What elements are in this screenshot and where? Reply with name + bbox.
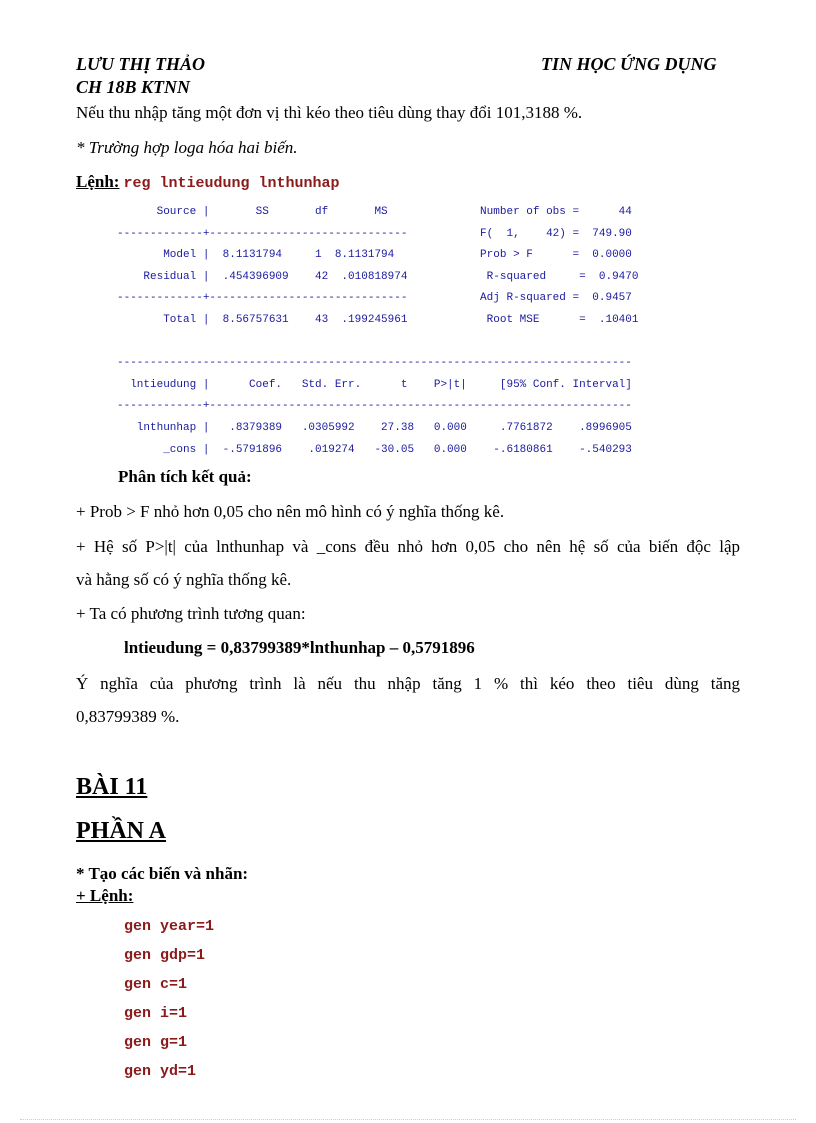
regression-equation: lntieudung = 0,83799389*lnthunhap – 0,5791896	[124, 638, 475, 657]
gen-command: gen year=1	[124, 918, 215, 935]
command-label: Lệnh:	[76, 172, 120, 191]
stata-output-line: _cons | -.5791896 .019274 -30.05 0.000 -.6180861 -.540293	[117, 443, 632, 456]
stata-output-line: Residual | .454396909 42 .010818974 R-squared = 0.9470	[117, 270, 639, 283]
stata-output-line: lntieudung | Coef. Std. Err. t P>|t| [95% Conf. Interval]	[117, 378, 632, 391]
stata-output-line: lnthunhap | .8379389 .0305992 27.38 0.000 .7761872 .8996905	[117, 421, 632, 434]
exercise-heading: BÀI 11	[76, 774, 148, 800]
analysis-point-2-line-2: và hằng số có ý nghĩa thống kê.	[76, 570, 292, 589]
gen-command: gen gdp=1	[124, 947, 206, 964]
command-line	[76, 172, 340, 192]
intro-text: Nếu thu nhập tăng một đơn vị thì kéo theo tiêu dùng thay đổi 101,3188 %.	[76, 103, 583, 122]
gen-command: gen i=1	[124, 1005, 188, 1022]
gen-command-list	[124, 912, 214, 1086]
case-note: * Trường hợp loga hóa hai biến.	[76, 138, 298, 157]
variables-subtitle: * Tạo các biến và nhãn:	[76, 864, 249, 883]
analysis-title: Phân tích kết quả:	[118, 467, 252, 486]
author-name: LƯU THỊ THẢO	[76, 54, 205, 74]
gen-command: gen g=1	[124, 1034, 188, 1051]
part-heading: PHẦN A	[76, 818, 166, 844]
command-text: reg lntieudung lnthunhap	[123, 175, 340, 192]
gen-command: gen c=1	[124, 976, 188, 993]
stata-output-line: -------------+------------------------------ F( 1, 42) = 749.90	[117, 227, 632, 240]
gen-command-label: + Lệnh:	[76, 886, 134, 905]
analysis-point-2-line-1: + Hệ số P>|t| của lnthunhap và _cons đều nhỏ hơn 0,05 cho nên hệ số của biến độc lập	[76, 537, 740, 556]
stata-output-line: ------------------------------------------------------------------------------	[117, 357, 632, 370]
stata-output	[117, 202, 697, 461]
gen-command: gen yd=1	[124, 1063, 197, 1080]
analysis-point-1: + Prob > F nhỏ hơn 0,05 cho nên mô hình có ý nghĩa thống kê.	[76, 502, 505, 521]
stata-output-line	[117, 332, 697, 354]
stata-output-line: Total | 8.56757631 43 .199245961 Root MSE = .10401	[117, 313, 639, 326]
analysis-point-3: + Ta có phương trình tương quan:	[76, 604, 306, 623]
page-footer-rule	[20, 1119, 796, 1120]
course-title: TIN HỌC ỨNG DỤNG	[541, 54, 717, 74]
author-class: CH 18B KTNN	[76, 77, 191, 97]
stata-output-line: -------------+------------------------------ Adj R-squared = 0.9457	[117, 292, 632, 305]
stata-output-line: Model | 8.1131794 1 8.1131794 Prob > F = 0.0000	[117, 249, 632, 262]
stata-output-line: -------------+----------------------------------------------------------------	[117, 400, 632, 413]
meaning-line-1: Ý nghĩa của phương trình là nếu thu nhập tăng 1 % thì kéo theo tiêu dùng tăng	[76, 674, 740, 693]
stata-output-line: Source | SS df MS Number of obs = 44	[117, 206, 632, 218]
meaning-line-2: 0,83799389 %.	[76, 707, 180, 726]
